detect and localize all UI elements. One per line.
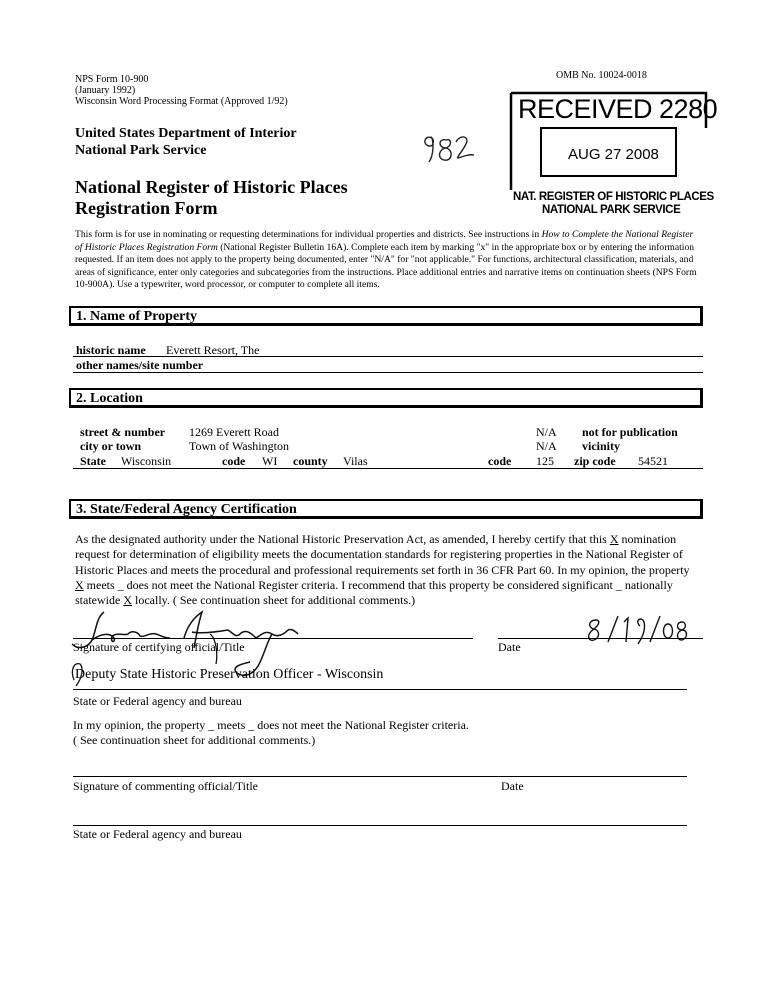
date-rule — [498, 638, 703, 639]
instructions-paragraph — [75, 229, 703, 292]
instructions-text-2: (National Register Bulletin 16A). Complete each item by marking "x" in the appropriate box or by entering the information requested. If an item does not apply to the property being documented, enter "N/A" for "not applicable." For functions, architectural classification, materials, and areas of significance, enter only categories and subcategories from the instructions. Place additional entries and narrative items on continuation sheets (NPS Form 10-900A). Use a typewriter, word processor, or computer to complete all items. — [75, 241, 697, 291]
stamp-service-line: NATIONAL PARK SERVICE — [542, 204, 681, 216]
received-stamp — [508, 90, 718, 225]
zip-value[interactable]: 54521 — [638, 454, 668, 468]
cert-text-b: nomination request for determination of eligibility meets the documentation standards for registering properties in the National Register of Historic Places and meets the procedural and professional requirements set forth in 36 CFR Part 60. In my opinion, the property — [75, 532, 690, 577]
cert-text-d: locally. ( See continuation sheet for additional comments.) — [132, 593, 416, 608]
comment-date-label: Date — [501, 779, 524, 793]
agency-label-2: State or Federal agency and bureau — [73, 827, 242, 841]
street-label: street & number — [80, 425, 166, 439]
vicinity-label: vicinity — [582, 439, 620, 453]
other-names-label: other names/site number — [76, 358, 204, 372]
county-code-value[interactable]: 125 — [536, 454, 554, 468]
street-value[interactable]: 1269 Everett Road — [189, 425, 279, 439]
agency-rule-2 — [73, 825, 687, 826]
state-label: State — [80, 454, 106, 468]
opinion-line-1: In my opinion, the property _ meets _ does not meet the National Register criteria. — [73, 718, 469, 732]
section2-header — [69, 388, 703, 408]
historic-name-label: historic name — [76, 343, 146, 357]
comment-signature-label: Signature of commenting official/Title — [73, 779, 258, 793]
comment-signature-rule — [73, 776, 687, 777]
other-names-rule — [73, 372, 703, 373]
certification-paragraph — [75, 532, 695, 608]
section1-title: 1. Name of Property — [76, 309, 198, 324]
county-label: county — [293, 454, 328, 468]
city-na[interactable]: N/A — [536, 439, 557, 453]
signature-label: Signature of certifying official/Title — [73, 640, 245, 654]
agency-rule — [73, 689, 687, 690]
omb-number: OMB No. 10024-0018 — [556, 70, 647, 81]
agency-label: State or Federal agency and bureau — [73, 694, 242, 708]
instructions-text-1: This form is for use in nominating or requesting determinations for individual properties and districts. See instructions in — [75, 229, 542, 240]
nomination-checkmark[interactable]: X — [609, 532, 619, 546]
handwritten-date — [586, 612, 690, 648]
opinion-line-2: ( See continuation sheet for additional comments.) — [73, 733, 316, 747]
county-code-label: code — [488, 454, 512, 468]
official-title[interactable]: Deputy State Historic Preservation Officer - Wisconsin — [75, 667, 384, 682]
department-name: United States Department of Interior — [75, 126, 297, 141]
stamp-received-text: RECEIVED 2280 — [518, 94, 718, 124]
form-number: NPS Form 10-900 — [75, 74, 149, 85]
state-code-value[interactable]: WI — [262, 454, 278, 468]
not-for-publication-label: not for publication — [582, 425, 678, 439]
form-date: (January 1992) — [75, 85, 136, 96]
stamp-date: AUG 27 2008 — [568, 146, 659, 163]
historic-name-value[interactable]: Everett Resort, The — [166, 343, 260, 357]
form-title-line1: National Register of Historic Places — [75, 177, 348, 197]
county-value[interactable]: Vilas — [343, 454, 368, 468]
handwritten-reference — [420, 128, 476, 168]
locally-checkmark[interactable]: X — [123, 593, 132, 608]
section1-header — [69, 306, 703, 326]
state-value[interactable]: Wisconsin — [121, 454, 172, 468]
section3-header — [69, 499, 703, 519]
state-code-label: code — [222, 454, 246, 468]
section2-title: 2. Location — [76, 391, 143, 406]
cert-text-a: As the designated authority under the National Historic Preservation Act, as amended, I hereby certify that this — [75, 532, 610, 546]
section3-title: 3. State/Federal Agency Certification — [76, 502, 297, 517]
signature-rule — [73, 638, 473, 639]
zip-label: zip code — [574, 454, 616, 468]
form-format: Wisconsin Word Processing Format (Approved 1/92) — [75, 96, 288, 107]
service-name: National Park Service — [75, 143, 207, 158]
city-value[interactable]: Town of Washington — [189, 439, 289, 453]
city-label: city or town — [80, 439, 142, 453]
form-title-line2: Registration Form — [75, 198, 218, 218]
street-na[interactable]: N/A — [536, 425, 557, 439]
cert-text-c: meets _ does not meet the National Register criteria. I recommend that this property be considered significant _ nationally statewide — [75, 577, 673, 608]
stamp-register-line: NAT. REGISTER OF HISTORIC PLACES — [513, 191, 714, 203]
date-label: Date — [498, 640, 521, 654]
instructions-bulletin-title: How to Complete the National Register of Historic Places Registration Form — [75, 229, 694, 253]
location-rule — [73, 468, 703, 469]
historic-name-rule — [73, 356, 703, 357]
meets-checkmark[interactable]: X — [75, 577, 84, 592]
